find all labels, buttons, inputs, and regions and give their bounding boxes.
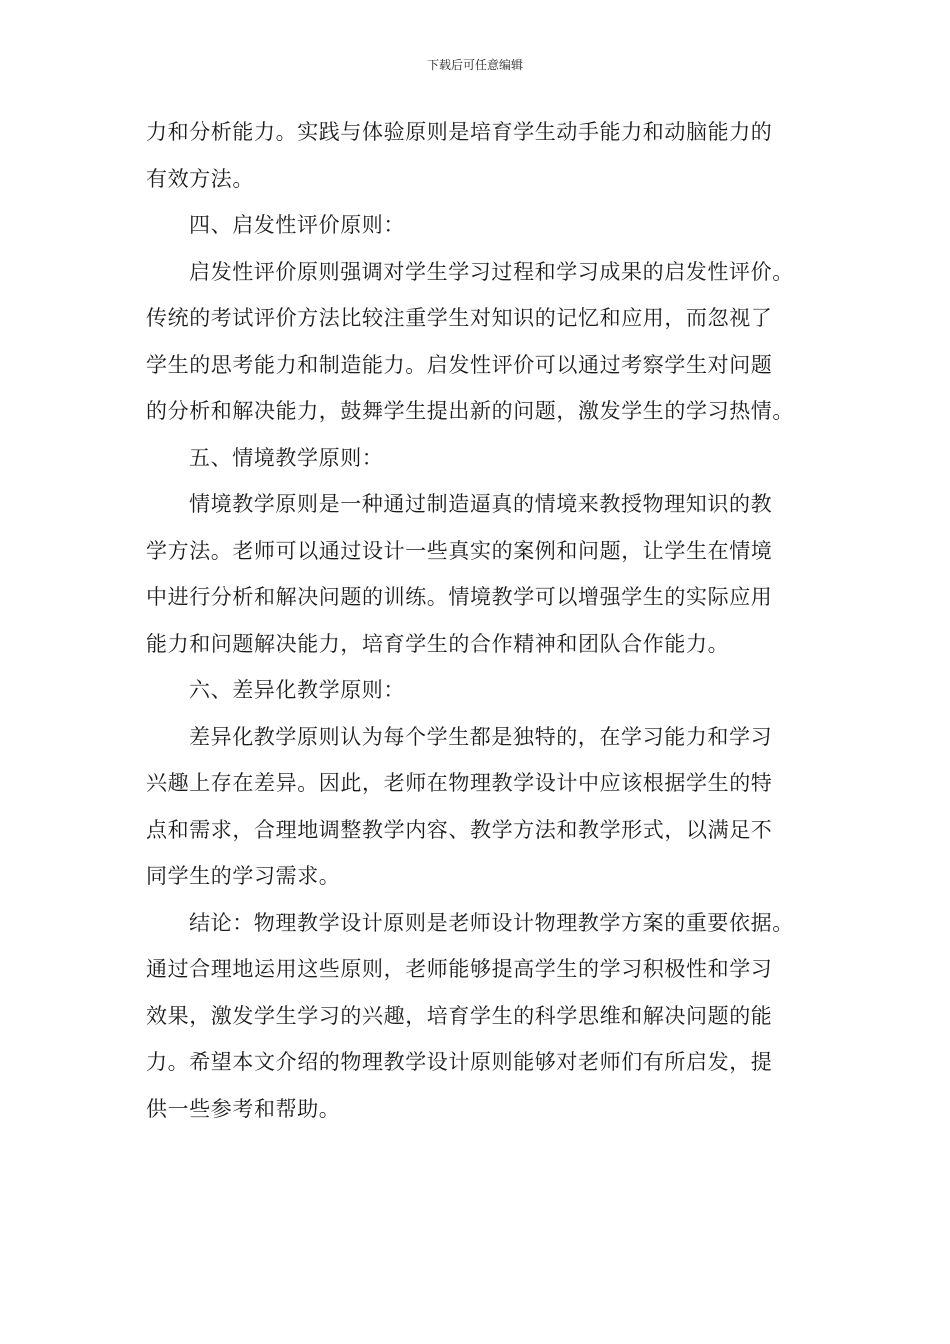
body-text-line: 情境教学原则是一种通过制造逼真的情境来教授物理知识的教: [189, 492, 773, 516]
body-text-line: 能力和问题解决能力，培育学生的合作精神和团队合作能力。: [146, 631, 730, 656]
page-header: 下载后可任意编辑: [426, 58, 523, 72]
body-text-line: 兴趣上存在差异。因此，老师在物理教学设计中应该根据学生的特: [146, 771, 773, 795]
body-text-line: 传统的考试评价方法比较注重学生对知识的记忆和应用，而忽视了: [146, 306, 773, 330]
body-text-line: 点和需求，合理地调整教学内容、教学方法和教学形式，以满足不: [146, 817, 773, 842]
section-heading-4: 四、启发性评价原则：: [189, 213, 405, 237]
body-text-line: 供一些参考和帮助。: [146, 1096, 341, 1121]
body-text-line: 力和分析能力。实践与体验原则是培育学生动手能力和动脑能力的: [146, 120, 773, 144]
section-heading-6: 六、差异化教学原则：: [189, 678, 405, 702]
body-text-line: 学方法。老师可以通过设计一些真实的案例和问题，让学生在情境: [146, 538, 773, 563]
body-text-line: 的分析和解决能力，鼓舞学生提出新的问题，激发学生的学习热情。: [146, 399, 794, 423]
document-body: [146, 109, 806, 1132]
conclusion-line: 结论：物理教学设计原则是老师设计物理教学方案的重要依据。: [189, 910, 794, 935]
body-text-line: 学生的思考能力和制造能力。启发性评价可以通过考察学生对问题: [146, 352, 773, 377]
body-text-line: 差异化教学原则认为每个学生都是独特的，在学习能力和学习: [189, 724, 773, 749]
body-text-line: 效果，激发学生学习的兴趣，培育学生的科学思维和解决问题的能: [146, 1003, 773, 1028]
body-text-line: 启发性评价原则强调对学生学习过程和学习成果的启发性评价。: [189, 259, 794, 284]
body-text-line: 力。希望本文介绍的物理教学设计原则能够对老师们有所启发，提: [146, 1050, 773, 1074]
body-text-line: 同学生的学习需求。: [146, 864, 341, 888]
body-text-line: 有效方法。: [146, 166, 254, 191]
body-text-line: 通过合理地运用这些原则，老师能够提高学生的学习积极性和学习: [146, 957, 773, 981]
section-heading-5: 五、情境教学原则：: [189, 445, 384, 470]
body-text-line: 中进行分析和解决问题的训练。情境教学可以增强学生的实际应用: [146, 585, 773, 609]
